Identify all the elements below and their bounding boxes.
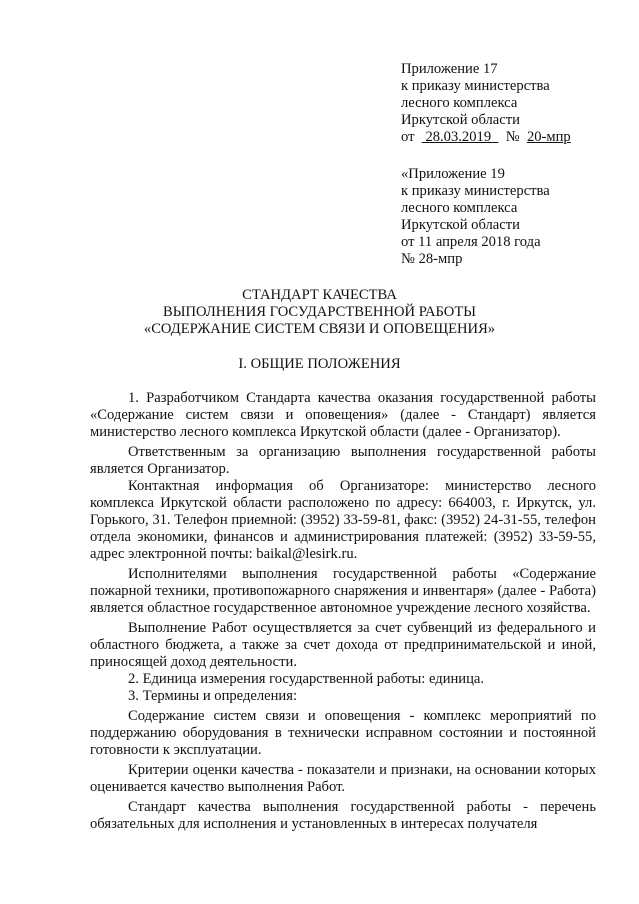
paragraph: Исполнителями выполнения государственной работы «Содержание пожарной техники, противопожарного снаряжения и инвентаря» (далее - Работа) является областное государственное автономное учреждение лесного хозяйства. [90,566,596,616]
paragraph: 3. Термины и определения: [128,688,298,704]
prev-appendix-order-line: к приказу министерства [401,183,550,199]
paragraph: Критерии оценки качества - показатели и признаки, на основании которых оценивается качество выполнения Работ. [90,762,596,795]
prev-appendix-date-line: от 11 апреля 2018 года [401,234,541,250]
appendix-ministry-line: лесного комплекса [401,95,518,111]
paragraph: Содержание систем связи и оповещения - комплекс мероприятий по поддержанию оборудования в технически исправном состоянии и постоянной готовности к эксплуатации. [90,708,596,758]
paragraph: Стандарт качества выполнения государственной работы - перечень обязательных для исполнения и установленных в интересах получателя [90,799,596,832]
prev-appendix-ministry-line: лесного комплекса [401,200,518,216]
appendix-number: Приложение 17 [401,61,498,77]
paragraph: Ответственным за организацию выполнения государственной работы является Организатор. [90,444,596,477]
paragraph: 1. Разработчиком Стандарта качества оказания государственной работы «Содержание систем связи и оповещения» (далее - Стандарт) является министерство лесного комплекса Иркутской области (далее - Организатор). [90,390,596,440]
title-line-1: СТАНДАРТ КАЧЕСТВА [242,287,397,303]
appendix-header-current [401,61,631,146]
document-title [0,287,639,338]
paragraph: Контактная информация об Организаторе: министерство лесного комплекса Иркутской области расположено по адресу: 664003, г. Иркутск, ул. Горького, 31. Телефон приемной: (3952) 33-59-81, факс: (3952) 24-31-55, телефон отдела экономики, финансов и администрирования платежей: (3952) 33-59-55, адрес электронной почты: baikal@lesirk.ru. [90,478,596,562]
appendix-region-line: Иркутской области [401,112,520,128]
paragraph: 2. Единица измерения государственной работы: единица. [128,671,485,687]
title-line-2: ВЫПОЛНЕНИЯ ГОСУДАРСТВЕННОЙ РАБОТЫ [163,304,476,320]
prev-appendix-number-line: № 28-мпр [401,251,463,267]
section-heading: I. ОБЩИЕ ПОЛОЖЕНИЯ [238,356,401,372]
order-date: 28.03.2019 [425,129,492,145]
prev-appendix-region-line: Иркутской области [401,217,520,233]
appendix-date-line [401,129,631,146]
appendix-header-previous [401,166,631,268]
date-prefix: от [401,129,415,145]
title-line-3: «СОДЕРЖАНИЕ СИСТЕМ СВЯЗИ И ОПОВЕЩЕНИЯ» [143,321,496,337]
paragraph: Выполнение Работ осуществляется за счет субвенций из федерального и областного бюджета, а также за счет дохода от предпринимательской и иной, приносящей доход деятельности. [90,620,596,670]
document-body [90,390,596,833]
order-number: 20-мпр [526,129,571,145]
prev-appendix-number: «Приложение 19 [401,166,505,182]
appendix-order-line: к приказу министерства [401,78,550,94]
number-sign: № [505,129,520,145]
